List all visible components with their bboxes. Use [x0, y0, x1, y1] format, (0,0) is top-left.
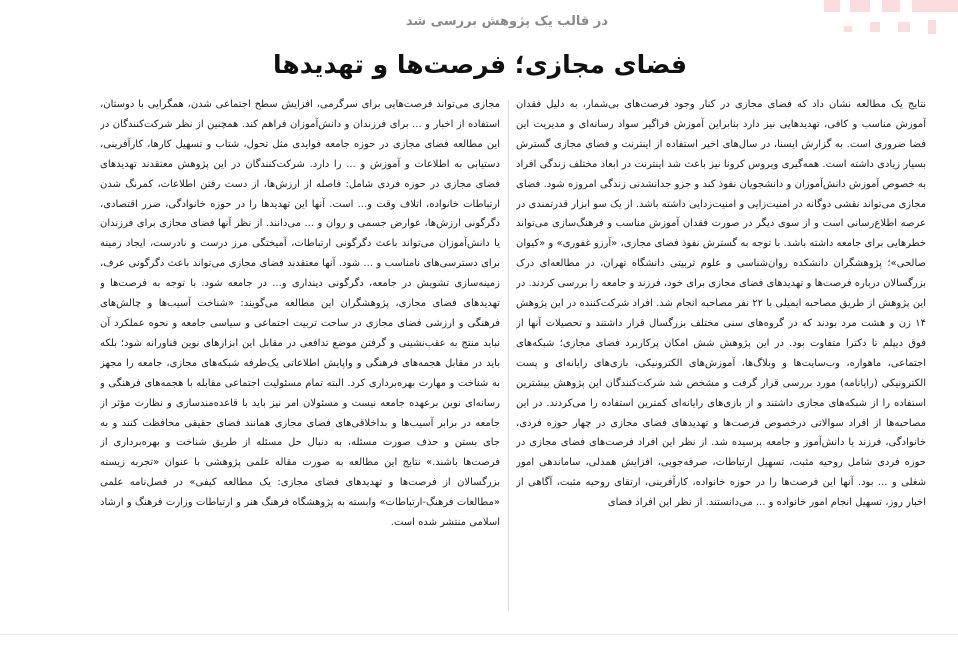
article-kicker: در قالب یک پژوهش بررسی شد — [405, 14, 608, 29]
article-column-right — [516, 95, 926, 615]
corner-logo-graphic — [820, 0, 958, 42]
page-bottom-rule — [0, 634, 958, 635]
column-divider — [508, 100, 509, 610]
article-headline: فضای مجازی؛ فرصت‌ها و تهدیدها — [273, 50, 687, 79]
article-body-text: مجازی می‌تواند فرصت‌هایی برای سرگرمی، افزایش سطح اجتماعی شدن، همگرایی با دوستان، استفاده از اخبار و ... برای فرزندان و دانش‌آموزان فراهم کند. همچنین از نظر شرکت‌کنندگان در این مطالعه فضای مجازی در حوزه جامعه فوایدی مثل تحول، شتاب و تسهیل کارها، کارآفرینی، دستیابی به اطلاعات و آموزش و ... را دارد. شرکت‌کنندگان در این پژوهش معتقدند تهدیدهای فضای مجازی در حوزه فردی شامل: فاصله از ارزش‌ها، از دست رفتن اطلاعات، کمرنگ شدن ارتباطات خانواده، اتلاف وقت و... است. آنها این تهدیدها را در حوزه خانوادگی، ضرر اقتصادی، دگرگونی ارزش‌ها، عوارض جسمی و روان و ... می‌دانند. از نظر آنها فضای مجازی برای فرزندان یا دانش‌آموزان می‌تواند باعث دگرگونی ارتباطات، آمیختگی مرز درست و نادرست، ایجاد زمینه برای دسترسی‌های نامناسب و ... شود. آنها معتقدند فضای مجازی می‌تواند باعث دگرگونی عرف، زمینه‌سازی تشویش در جامعه، دگرگونی دینداری و... در جامعه شود. با توجه به فرصت‌ها و تهدیدهای فضای مجازی، پژوهشگران این مطالعه می‌گویند: «شناخت آسیب‌ها و چالش‌های فرهنگی و ارزشی فضای مجازی در ساحت تربیت اجتماعی و سیاسی جامعه و نحوه عملکرد آن نباید منتج به عقب‌نشینی و گرفتن موضع تدافعی در مقابل این ابزارهای نوین فناورانه شود؛ بلکه باید در مقابل هجمه‌های فرهنگی و واپایش اطلاعاتی یک‌طرفه شبکه‌های مجازی، جامعه را مجهز به شناخت و مهارت بهره‌برداری کرد. البته تمام مسئولیت اجتماعی مقابله با هجمه‌های فرهنگی و رسانه‌ای نوین برعهده جامعه نیست و مسئولان امر نیز باید با قاعده‌مندسازی و نظارت مؤثر از جامعه در برابر آسیب‌ها و بداخلاقی‌های فضای مجازی همانند فضای حقیقی محافظت کنند و به جای بستن و حذف صورت مسئله، به دنبال حل مسئله از طریق شناخت و بهره‌برداری از فرصت‌ها باشند.» نتایج این مطالعه به صورت مقاله علمی پژوهشی با عنوان «تجربه زیسته بزرگسالان از فرصت‌ها و تهدیدهای فضای مجازی: یک مطالعه کیفی» در فصل‌نامه علمی «مطالعات فرهنگ-ارتباطات» وابسته به پژوهشگاه فرهنگ هنر و ارتباطات وزارت فرهنگ و ارشاد اسلامی منتشر شده است. — [100, 99, 500, 529]
article-body-text: نتایج یک مطالعه نشان داد که فضای مجازی در کنار وجود فرصت‌های بی‌شمار، به دلیل فقدان آموزش مناسب و کافی، تهدیدهایی نیز دارد بنابراین آموزش فراگیر سواد رسانه‌ای و مدیریت این فضا ضروری است. به گزارش ایسنا، در سال‌های اخیر استفاده از اینترنت و فضای مجازی گسترش بسیار زیادی داشته است. همه‌گیری ویروس کرونا نیز باعث شد اینترنت در ابعاد مختلف زندگی افراد به خصوص آموزش دانش‌آموزان و دانشجویان نفوذ کند و جزو جدانشدنی زندگی امروزه شود. فضای مجازی می‌تواند نقشی دوگانه در امنیت‌زایی و امنیت‌زدایی داشته باشد. از یک سو ابزار قدرتمندی در عرصه اطلاع‌رسانی است و از سوی دیگر در صورت فقدان آموزش مناسب و فرهنگ‌سازی می‌تواند خطرهایی برای جامعه داشته باشد. با توجه به گسترش نفوذ فضای مجازی، «آرزو غفوری» و «کیوان صالحی»؛ پژوهشگران دانشکده روان‌شناسی و علوم تربیتی دانشگاه تهران، در مطالعه‌ای درک بزرگسالان درباره فرصت‌ها و تهدیدهای فضای مجازی برای خود، فرزند و جامعه را بررسی کردند. در این پژوهش از طریق مصاحبه ایمیلی با ۲۲ نفر مصاحبه انجام شد. افراد شرکت‌کننده در این پژوهش ۱۴ زن و هشت مرد بودند که در گروه‌های سنی مختلف بزرگسال قرار داشتند و تحصیلات آنها از فوق دیپلم تا دکترا متفاوت بود. در این پژوهش شش امکان پرکاربرد فضای مجازی؛ شبکه‌های اجتماعی، ماهواره، وب‌سایت‌ها و وبلاگ‌ها، آموزش‌های الکترونیکی، بازی‌های رایانه‌ای و پست الکترونیکی (رایانامه) مورد بررسی قرار گرفت و مشخص شد شرکت‌کنندگان این پژوهش بیشترین استفاده را از شبکه‌های مجازی داشتند و از بازی‌های رایانه‌ای کمترین استفاده را می‌کردند. در این مصاحبه‌ها از افراد سوالاتی درخصوص فرصت‌ها و تهدیدهای فضای مجازی در چهار حوزه فردی، خانوادگی، فرزند یا دانش‌آموز و جامعه پرسیده شد. از نظر این افراد فرصت‌های فضای مجازی در حوزه فردی شامل روحیه مثبت، تسهیل ارتباطات، صرفه‌جویی، افزایش همدلی، ساماندهی امور شغلی و ... بود. آنها این فرصت‌ها را در حوزه خانواده، کارآفرینی، ارتقای روحیه مثبت، آگاهی از اخبار روز، تسهیل انجام امور خانواده و ... می‌دانستند. از نظر این افراد فضای — [516, 99, 926, 509]
article-column-left — [100, 95, 500, 615]
